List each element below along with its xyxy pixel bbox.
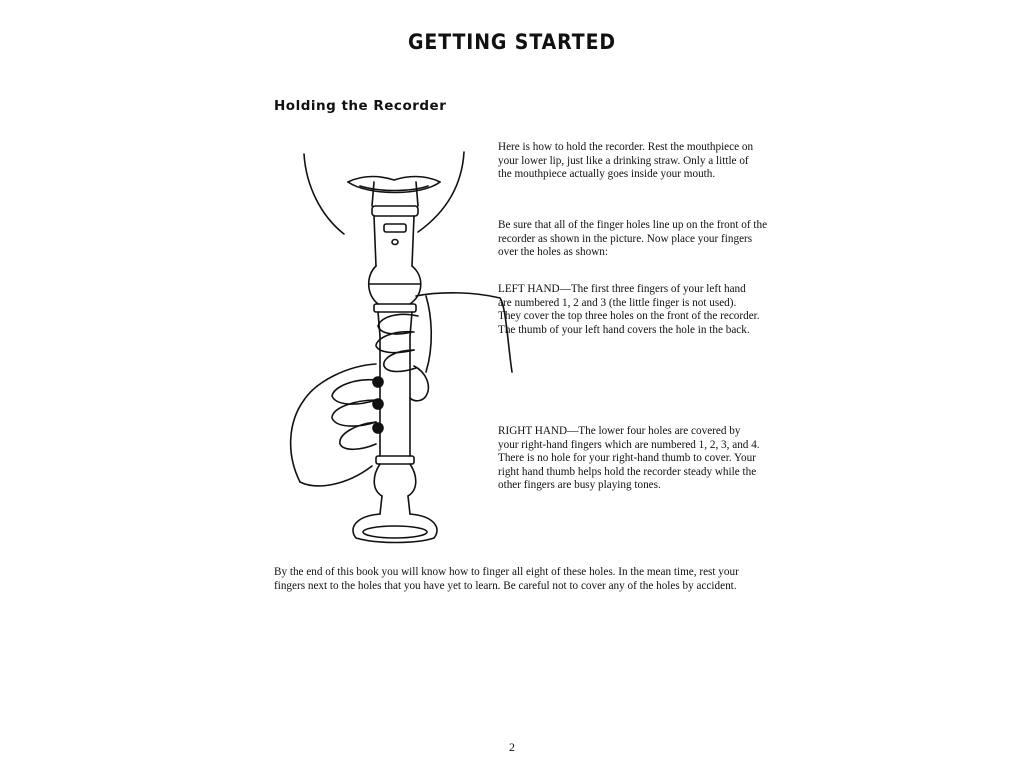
page-title: GETTING STARTED <box>408 30 616 54</box>
right-hand-paragraph: RIGHT HAND—The lower four holes are covered by your right-hand fingers which are numbered 1, 2, 3, and 4. There is no hole for your right-hand thumb to cover. Your right hand thumb helps hold the recorder steady while the other fingers are busy playing tones. <box>498 425 760 492</box>
closing-paragraph: By the end of this book you will know how to finger all eight of these holes. In the mean time, rest your fingers next to the holes that you have yet to learn. Be careful not to cover any of the holes by accident. <box>274 566 739 592</box>
section-heading: Holding the Recorder <box>274 98 447 114</box>
left-hand-paragraph: LEFT HAND—The first three fingers of your left hand are numbered 1, 2 and 3 (the little finger is not used). They cover the top three holes on the front of the recorder. The thumb of your left hand covers the hole in the back. <box>498 283 760 336</box>
mouthpiece-paragraph: Here is how to hold the recorder. Rest the mouthpiece on your lower lip, just like a drinking straw. Only a little of the mouthpiece actually goes inside your mouth. <box>498 141 754 181</box>
recorder-hands-illustration <box>276 146 516 546</box>
page-number: 2 <box>509 740 515 754</box>
finger-holes-paragraph: Be sure that all of the finger holes line up on the front of the recorder as shown in the picture. Now place your fingers over the holes as shown: <box>498 219 768 259</box>
